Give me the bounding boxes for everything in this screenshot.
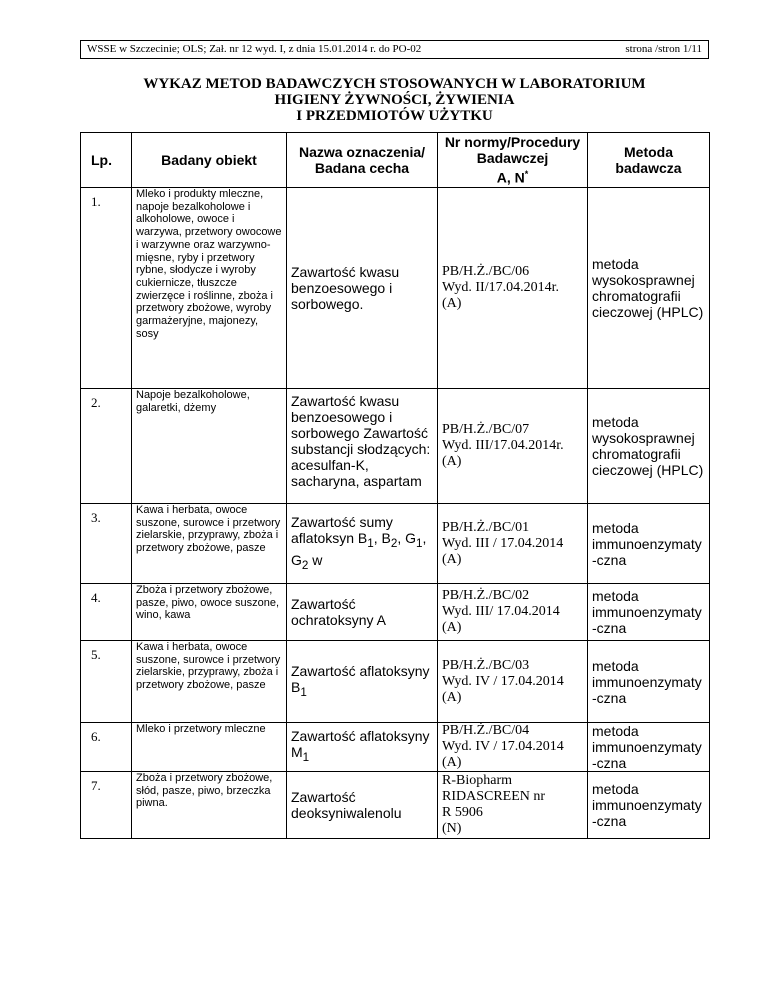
row-object: Kawa i herbata, owoce suszone, surowce i przetwory zielarskie, przyprawy, zboża i przetwory zbożowe, pasze [132,641,287,723]
row-object: Mleko i przetwory mleczne [132,723,287,772]
row-name: Zawartość kwasu benzoesowego i sorbowego Zawartość substancji słodzących: acesulfan-K, sacharyna, aspartam [287,389,438,504]
row-lp: 5. [81,641,132,723]
table-row [81,723,710,772]
row-lp: 1. [81,188,132,389]
row-lp: 7. [81,772,132,839]
row-object: Napoje bezalkoholowe, galaretki, dżemy [132,389,287,504]
title-line-1: WYKAZ METOD BADAWCZYCH STOSOWANYCH W LABORATORIUM [143,76,646,92]
column-header-lp: Lp. [81,133,132,188]
row-object: Zboża i przetwory zbożowe, słód, pasze, piwo, brzeczka piwna. [132,772,287,839]
row-object: Zboża i przetwory zbożowe, pasze, piwo, owoce suszone, wino, kawa [132,584,287,641]
row-method: metoda immunoenzymaty -czna [588,641,710,723]
column-header-name: Nazwa oznaczenia/ Badana cecha [287,133,438,188]
row-name: Zawartość aflatoksyny $M_1$ [287,723,438,772]
header-document-reference: WSSE w Szczecinie; OLS; Zał. nr 12 wyd. I, z dnia 15.01.2014 r. do PO-02 [87,43,422,55]
table-row [81,389,710,504]
column-header-method: Metoda badawcza [588,133,710,188]
row-method: metoda wysokosprawnej chromatografii cieczowej (HPLC) [588,188,710,389]
table-row [81,584,710,641]
row-method: metoda immunoenzymaty -czna [588,504,710,584]
row-norm: R-Biopharm RIDASCREEN nr R 5906 (N) [438,772,588,839]
row-lp: 6. [81,723,132,772]
row-lp: 2. [81,389,132,504]
row-method: metoda wysokosprawnej chromatografii cieczowej (HPLC) [588,389,710,504]
table-row [81,641,710,723]
column-header-norm: Nr normy/Procedury Badawczej A, N* [438,133,588,188]
row-name: Zawartość deoksyniwalenolu [287,772,438,839]
column-header-object: Badany obiekt [132,133,287,188]
row-name: Zawartość ochratoksyny A [287,584,438,641]
row-norm: PB/H.Ż./BC/04 Wyd. IV / 17.04.2014 (A) [438,723,588,772]
row-method: metoda immunoenzymaty -czna [588,723,710,772]
row-method: metoda immunoenzymaty -czna [588,584,710,641]
row-norm: PB/H.Ż./BC/06 Wyd. II/17.04.2014r. (A) [438,188,588,389]
row-name: Zawartość kwasu benzoesowego i sorbowego. [287,188,438,389]
table-row [81,504,710,584]
table-row [81,188,710,389]
row-name: Zawartość sumy aflatoksyn $B_1$, $B_2$, $G_1$, $G_2$ w [287,504,438,584]
row-object: Kawa i herbata, owoce suszone, surowce i przetwory zielarskie, przyprawy, zboża i przetwory zbożowe, pasze [132,504,287,584]
row-norm: PB/H.Ż./BC/01 Wyd. III / 17.04.2014 (A) [438,504,588,584]
page-header [80,40,709,59]
document-title [80,76,709,124]
title-line-2: HIGIENY ŻYWNOŚCI, ŻYWIENIA [274,92,515,108]
row-object: Mleko i produkty mleczne, napoje bezalkoholowe i alkoholowe, owoce i warzywa, przetwory owocowe i warzywne oraz warzywno- mięsne, ryby i przetwory rybne, słodycze i wyroby cukiernicze, tłuszcze zwierzęce i roślinne, zboża i przetwory zbożowe, wyroby garmażeryjne, majonezy, sosy [132,188,287,389]
title-line-3: I PRZEDMIOTÓW UŻYTKU [296,108,493,124]
table-header-row [81,133,710,188]
row-name: Zawartość aflatoksyny $B_1$ [287,641,438,723]
row-norm: PB/H.Ż./BC/03 Wyd. IV / 17.04.2014 (A) [438,641,588,723]
row-norm: PB/H.Ż./BC/02 Wyd. III/ 17.04.2014 (A) [438,584,588,641]
header-page-number: strona /stron 1/11 [625,43,702,55]
row-norm: PB/H.Ż./BC/07 Wyd. III/17.04.2014r. (A) [438,389,588,504]
row-lp: 3. [81,504,132,584]
row-lp: 4. [81,584,132,641]
methods-table [80,132,710,839]
table-row [81,772,710,839]
row-method: metoda immunoenzymaty -czna [588,772,710,839]
